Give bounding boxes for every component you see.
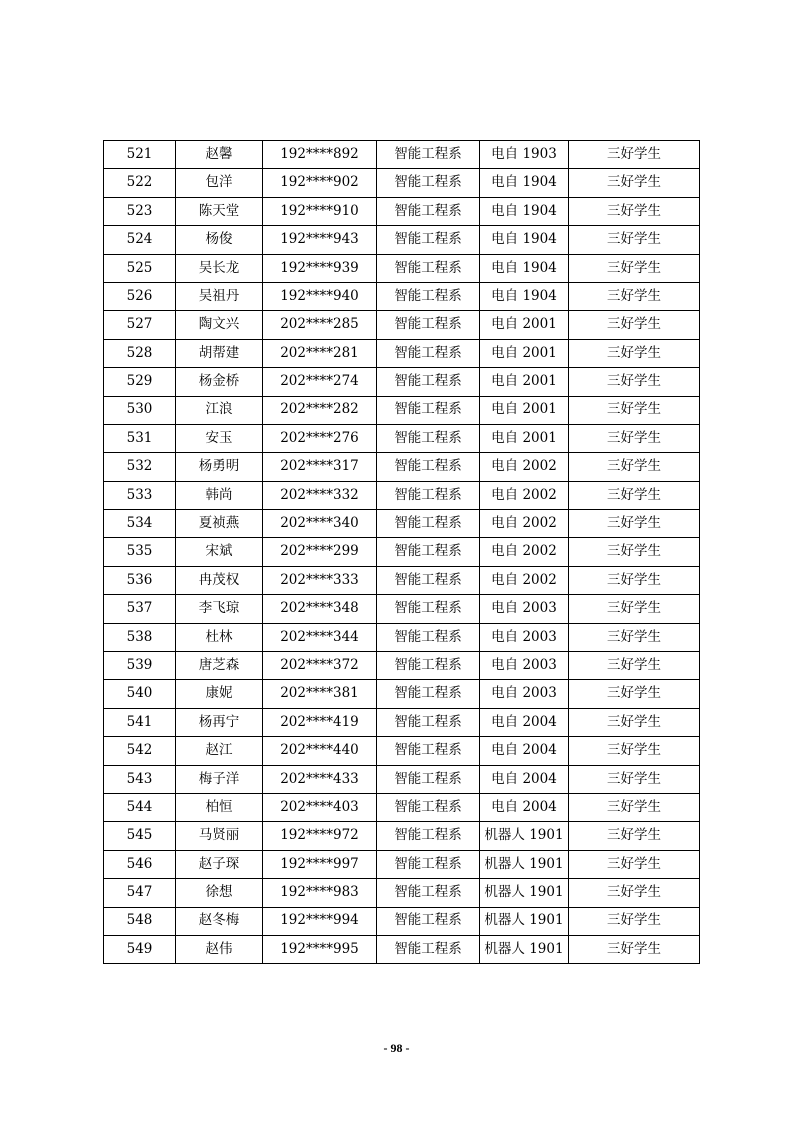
class-cell: 电自 2003 (480, 595, 569, 623)
table-row (104, 141, 700, 169)
department-cell: 智能工程系 (377, 879, 480, 907)
department-cell: 智能工程系 (377, 282, 480, 310)
award-cell: 三好学生 (569, 339, 700, 367)
department-cell: 智能工程系 (377, 680, 480, 708)
class-cell: 机器人 1901 (480, 935, 569, 963)
class-cell: 机器人 1901 (480, 822, 569, 850)
award-cell: 三好学生 (569, 197, 700, 225)
row-number-cell: 542 (104, 737, 176, 765)
department-cell: 智能工程系 (377, 226, 480, 254)
student-id-cell: 202****281 (263, 339, 377, 367)
award-cell: 三好学生 (569, 254, 700, 282)
row-number-cell: 538 (104, 623, 176, 651)
student-name-cell: 安玉 (176, 424, 263, 452)
award-cell: 三好学生 (569, 453, 700, 481)
row-number-cell: 546 (104, 850, 176, 878)
award-cell: 三好学生 (569, 822, 700, 850)
student-id-cell: 202****372 (263, 652, 377, 680)
row-number-cell: 547 (104, 879, 176, 907)
class-cell: 电自 2001 (480, 424, 569, 452)
award-cell: 三好学生 (569, 680, 700, 708)
student-id-cell: 192****997 (263, 850, 377, 878)
student-name-cell: 韩尚 (176, 481, 263, 509)
class-cell: 电自 2004 (480, 708, 569, 736)
award-cell: 三好学生 (569, 226, 700, 254)
roster-table-body (104, 141, 700, 964)
student-name-cell: 唐芝森 (176, 652, 263, 680)
table-row (104, 339, 700, 367)
table-row (104, 595, 700, 623)
student-name-cell: 陶文兴 (176, 311, 263, 339)
row-number-cell: 523 (104, 197, 176, 225)
class-cell: 电自 1903 (480, 141, 569, 169)
student-name-cell: 赵冬梅 (176, 907, 263, 935)
table-row (104, 879, 700, 907)
table-row (104, 822, 700, 850)
class-cell: 电自 2004 (480, 793, 569, 821)
table-row (104, 197, 700, 225)
row-number-cell: 545 (104, 822, 176, 850)
award-cell: 三好学生 (569, 311, 700, 339)
class-cell: 电自 2001 (480, 339, 569, 367)
award-cell: 三好学生 (569, 765, 700, 793)
student-id-cell: 192****994 (263, 907, 377, 935)
student-name-cell: 杨俊 (176, 226, 263, 254)
row-number-cell: 525 (104, 254, 176, 282)
table-row (104, 368, 700, 396)
class-cell: 电自 2002 (480, 510, 569, 538)
page-number: - 98 - (383, 1041, 410, 1055)
student-name-cell: 赵伟 (176, 935, 263, 963)
table-row (104, 453, 700, 481)
award-cell: 三好学生 (569, 396, 700, 424)
table-row (104, 623, 700, 651)
student-name-cell: 江浪 (176, 396, 263, 424)
student-name-cell: 胡帮建 (176, 339, 263, 367)
row-number-cell: 534 (104, 510, 176, 538)
student-id-cell: 192****983 (263, 879, 377, 907)
department-cell: 智能工程系 (377, 339, 480, 367)
row-number-cell: 524 (104, 226, 176, 254)
student-id-cell: 192****902 (263, 169, 377, 197)
department-cell: 智能工程系 (377, 141, 480, 169)
student-id-cell: 202****440 (263, 737, 377, 765)
table-row (104, 765, 700, 793)
table-row (104, 793, 700, 821)
row-number-cell: 540 (104, 680, 176, 708)
student-name-cell: 吴长龙 (176, 254, 263, 282)
table-row (104, 850, 700, 878)
class-cell: 电自 2003 (480, 623, 569, 651)
student-id-cell: 192****940 (263, 282, 377, 310)
student-name-cell: 杜林 (176, 623, 263, 651)
award-cell: 三好学生 (569, 708, 700, 736)
student-name-cell: 包洋 (176, 169, 263, 197)
class-cell: 电自 2001 (480, 311, 569, 339)
student-id-cell: 192****910 (263, 197, 377, 225)
award-cell: 三好学生 (569, 282, 700, 310)
table-row (104, 566, 700, 594)
award-cell: 三好学生 (569, 652, 700, 680)
class-cell: 电自 2002 (480, 538, 569, 566)
student-name-cell: 宋斌 (176, 538, 263, 566)
student-id-cell: 192****995 (263, 935, 377, 963)
row-number-cell: 548 (104, 907, 176, 935)
award-cell: 三好学生 (569, 169, 700, 197)
department-cell: 智能工程系 (377, 197, 480, 225)
department-cell: 智能工程系 (377, 169, 480, 197)
table-row (104, 907, 700, 935)
student-id-cell: 192****943 (263, 226, 377, 254)
row-number-cell: 521 (104, 141, 176, 169)
award-cell: 三好学生 (569, 737, 700, 765)
class-cell: 电自 1904 (480, 254, 569, 282)
student-id-cell: 202****333 (263, 566, 377, 594)
student-name-cell: 陈天堂 (176, 197, 263, 225)
student-id-cell: 202****332 (263, 481, 377, 509)
award-cell: 三好学生 (569, 850, 700, 878)
award-cell: 三好学生 (569, 935, 700, 963)
table-row (104, 282, 700, 310)
student-id-cell: 202****419 (263, 708, 377, 736)
student-name-cell: 徐想 (176, 879, 263, 907)
department-cell: 智能工程系 (377, 254, 480, 282)
table-row (104, 510, 700, 538)
student-id-cell: 202****403 (263, 793, 377, 821)
class-cell: 机器人 1901 (480, 850, 569, 878)
table-row (104, 254, 700, 282)
student-id-cell: 202****381 (263, 680, 377, 708)
student-name-cell: 赵江 (176, 737, 263, 765)
row-number-cell: 536 (104, 566, 176, 594)
award-cell: 三好学生 (569, 623, 700, 651)
class-cell: 电自 2004 (480, 765, 569, 793)
class-cell: 电自 1904 (480, 197, 569, 225)
award-roster-table (103, 140, 700, 964)
student-name-cell: 吴祖丹 (176, 282, 263, 310)
department-cell: 智能工程系 (377, 566, 480, 594)
department-cell: 智能工程系 (377, 652, 480, 680)
row-number-cell: 532 (104, 453, 176, 481)
student-name-cell: 赵子琛 (176, 850, 263, 878)
student-name-cell: 杨勇明 (176, 453, 263, 481)
student-name-cell: 梅子洋 (176, 765, 263, 793)
department-cell: 智能工程系 (377, 396, 480, 424)
table-row (104, 424, 700, 452)
row-number-cell: 526 (104, 282, 176, 310)
row-number-cell: 541 (104, 708, 176, 736)
award-cell: 三好学生 (569, 141, 700, 169)
class-cell: 机器人 1901 (480, 907, 569, 935)
department-cell: 智能工程系 (377, 424, 480, 452)
class-cell: 电自 2003 (480, 680, 569, 708)
student-id-cell: 202****317 (263, 453, 377, 481)
student-name-cell: 杨再宁 (176, 708, 263, 736)
student-id-cell: 192****892 (263, 141, 377, 169)
table-row (104, 935, 700, 963)
class-cell: 电自 2001 (480, 396, 569, 424)
award-cell: 三好学生 (569, 424, 700, 452)
table-row (104, 652, 700, 680)
student-name-cell: 夏祯燕 (176, 510, 263, 538)
award-cell: 三好学生 (569, 595, 700, 623)
award-cell: 三好学生 (569, 538, 700, 566)
row-number-cell: 539 (104, 652, 176, 680)
table-row (104, 708, 700, 736)
student-name-cell: 马贤丽 (176, 822, 263, 850)
class-cell: 电自 2002 (480, 481, 569, 509)
student-id-cell: 192****972 (263, 822, 377, 850)
class-cell: 机器人 1901 (480, 879, 569, 907)
row-number-cell: 549 (104, 935, 176, 963)
award-cell: 三好学生 (569, 907, 700, 935)
department-cell: 智能工程系 (377, 595, 480, 623)
row-number-cell: 527 (104, 311, 176, 339)
table-row (104, 737, 700, 765)
student-id-cell: 202****274 (263, 368, 377, 396)
student-name-cell: 柏恒 (176, 793, 263, 821)
student-id-cell: 202****344 (263, 623, 377, 651)
student-name-cell: 康妮 (176, 680, 263, 708)
row-number-cell: 535 (104, 538, 176, 566)
class-cell: 电自 1904 (480, 169, 569, 197)
department-cell: 智能工程系 (377, 510, 480, 538)
department-cell: 智能工程系 (377, 708, 480, 736)
table-row (104, 169, 700, 197)
table-row (104, 538, 700, 566)
class-cell: 电自 1904 (480, 282, 569, 310)
department-cell: 智能工程系 (377, 368, 480, 396)
award-cell: 三好学生 (569, 793, 700, 821)
student-id-cell: 202****433 (263, 765, 377, 793)
student-name-cell: 李飞琼 (176, 595, 263, 623)
student-id-cell: 202****340 (263, 510, 377, 538)
department-cell: 智能工程系 (377, 737, 480, 765)
department-cell: 智能工程系 (377, 453, 480, 481)
award-cell: 三好学生 (569, 368, 700, 396)
row-number-cell: 531 (104, 424, 176, 452)
row-number-cell: 528 (104, 339, 176, 367)
department-cell: 智能工程系 (377, 935, 480, 963)
department-cell: 智能工程系 (377, 850, 480, 878)
student-id-cell: 192****939 (263, 254, 377, 282)
student-id-cell: 202****276 (263, 424, 377, 452)
department-cell: 智能工程系 (377, 822, 480, 850)
award-cell: 三好学生 (569, 566, 700, 594)
department-cell: 智能工程系 (377, 481, 480, 509)
department-cell: 智能工程系 (377, 765, 480, 793)
row-number-cell: 533 (104, 481, 176, 509)
department-cell: 智能工程系 (377, 793, 480, 821)
table-row (104, 396, 700, 424)
award-cell: 三好学生 (569, 510, 700, 538)
row-number-cell: 522 (104, 169, 176, 197)
row-number-cell: 543 (104, 765, 176, 793)
student-name-cell: 杨金桥 (176, 368, 263, 396)
student-name-cell: 冉茂权 (176, 566, 263, 594)
class-cell: 电自 2002 (480, 453, 569, 481)
student-id-cell: 202****285 (263, 311, 377, 339)
student-name-cell: 赵馨 (176, 141, 263, 169)
row-number-cell: 530 (104, 396, 176, 424)
row-number-cell: 544 (104, 793, 176, 821)
table-row (104, 481, 700, 509)
class-cell: 电自 2001 (480, 368, 569, 396)
award-cell: 三好学生 (569, 879, 700, 907)
class-cell: 电自 2002 (480, 566, 569, 594)
department-cell: 智能工程系 (377, 311, 480, 339)
department-cell: 智能工程系 (377, 623, 480, 651)
table-row (104, 311, 700, 339)
student-id-cell: 202****282 (263, 396, 377, 424)
award-cell: 三好学生 (569, 481, 700, 509)
department-cell: 智能工程系 (377, 538, 480, 566)
student-id-cell: 202****299 (263, 538, 377, 566)
class-cell: 电自 2004 (480, 737, 569, 765)
class-cell: 电自 2003 (480, 652, 569, 680)
table-row (104, 226, 700, 254)
department-cell: 智能工程系 (377, 907, 480, 935)
table-row (104, 680, 700, 708)
class-cell: 电自 1904 (480, 226, 569, 254)
student-id-cell: 202****348 (263, 595, 377, 623)
row-number-cell: 529 (104, 368, 176, 396)
row-number-cell: 537 (104, 595, 176, 623)
